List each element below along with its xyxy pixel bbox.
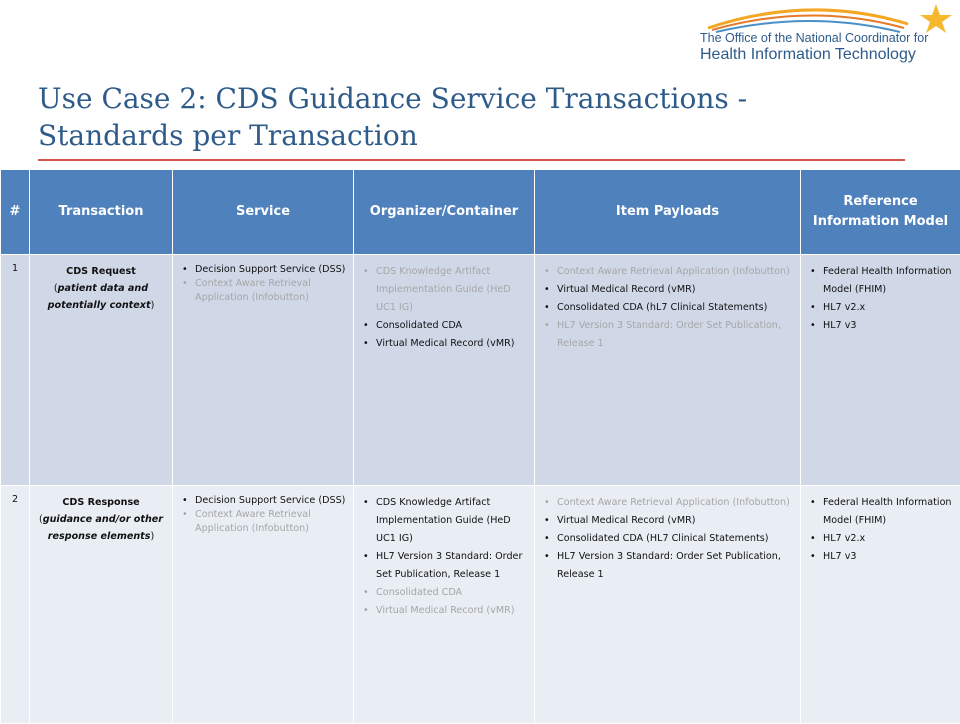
list-item: • HL7 Version 3 Standard: Order Set Publication, Release 1: [557, 317, 794, 353]
onc-logo: [660, 0, 960, 80]
title-divider: [38, 159, 905, 161]
slide-title: Use Case 2: CDS Guidance Service Transactions - Standards per Transaction: [38, 80, 838, 154]
list-item: • Consolidated CDA: [376, 317, 528, 335]
service-cell: [173, 255, 354, 486]
organizer-cell: [354, 486, 535, 724]
service-cell: [173, 486, 354, 724]
header-organizer: Organizer/Container: [354, 170, 535, 255]
list-item: • HL7 v2.x: [823, 530, 954, 548]
rim-cell: [801, 255, 960, 486]
organizer-cell: [354, 255, 535, 486]
header-number: #: [1, 170, 30, 255]
payloads-cell: [535, 486, 801, 724]
list-item: • Decision Support Service (DSS): [195, 494, 347, 508]
transaction-description: patient data and potentially context: [48, 283, 151, 311]
rim-cell: [801, 486, 960, 724]
transaction-desc-close: ): [150, 531, 154, 542]
header-reference-model: Reference Information Model: [801, 170, 960, 255]
list-item: • CDS Knowledge Artifact Implementation Guide (HeD UC1 IG): [376, 494, 528, 548]
transaction-cell: [30, 255, 173, 486]
logo-line-2: Health Information Technology: [700, 46, 916, 64]
header-service: Service: [173, 170, 354, 255]
table-row: [1, 255, 960, 486]
list-item: • HL7 v3: [823, 548, 954, 566]
list-item: • Virtual Medical Record (vMR): [376, 602, 528, 620]
list-item: • CDS Knowledge Artifact Implementation Guide (HeD UC1 IG): [376, 263, 528, 317]
standards-table: [0, 169, 960, 724]
header-item-payloads: Item Payloads: [535, 170, 801, 255]
list-item: • Virtual Medical Record (vMR): [557, 281, 794, 299]
table-row: [1, 486, 960, 724]
transaction-cell: [30, 486, 173, 724]
list-item: • Context Aware Retrieval Application (Infobutton): [557, 263, 794, 281]
list-item: • HL7 v2.x: [823, 299, 954, 317]
list-item: • Context Aware Retrieval Application (Infobutton): [195, 508, 347, 536]
list-item: • Context Aware Retrieval Application (Infobutton): [557, 494, 794, 512]
list-item: • HL7 Version 3 Standard: Order Set Publication, Release 1: [557, 548, 794, 584]
transaction-name: CDS Request: [66, 266, 136, 277]
list-item: • HL7 v3: [823, 317, 954, 335]
list-item: • Consolidated CDA (hL7 Clinical Statements): [557, 299, 794, 317]
list-item: • Federal Health Information Model (FHIM): [823, 263, 954, 299]
list-item: • Consolidated CDA: [376, 584, 528, 602]
list-item: • Context Aware Retrieval Application (Infobutton): [195, 277, 347, 305]
row-number: 1: [1, 255, 30, 486]
list-item: • Virtual Medical Record (vMR): [376, 335, 528, 353]
header-transaction: Transaction: [30, 170, 173, 255]
list-item: • Consolidated CDA (HL7 Clinical Statements): [557, 530, 794, 548]
logo-line-1: The Office of the National Coordinator for: [700, 31, 928, 45]
list-item: • Federal Health Information Model (FHIM): [823, 494, 954, 530]
logo-star-icon: [920, 4, 952, 33]
list-item: • Decision Support Service (DSS): [195, 263, 347, 277]
list-item: • Virtual Medical Record (vMR): [557, 512, 794, 530]
transaction-desc-open: (: [39, 514, 43, 525]
row-number: 2: [1, 486, 30, 724]
transaction-name: CDS Response: [62, 497, 139, 508]
table-header-row: [1, 170, 960, 255]
transaction-desc-close: ): [151, 300, 155, 311]
transaction-desc-open: (: [54, 283, 58, 294]
payloads-cell: [535, 255, 801, 486]
list-item: • HL7 Version 3 Standard: Order Set Publication, Release 1: [376, 548, 528, 584]
transaction-description: guidance and/or other response elements: [43, 514, 163, 542]
